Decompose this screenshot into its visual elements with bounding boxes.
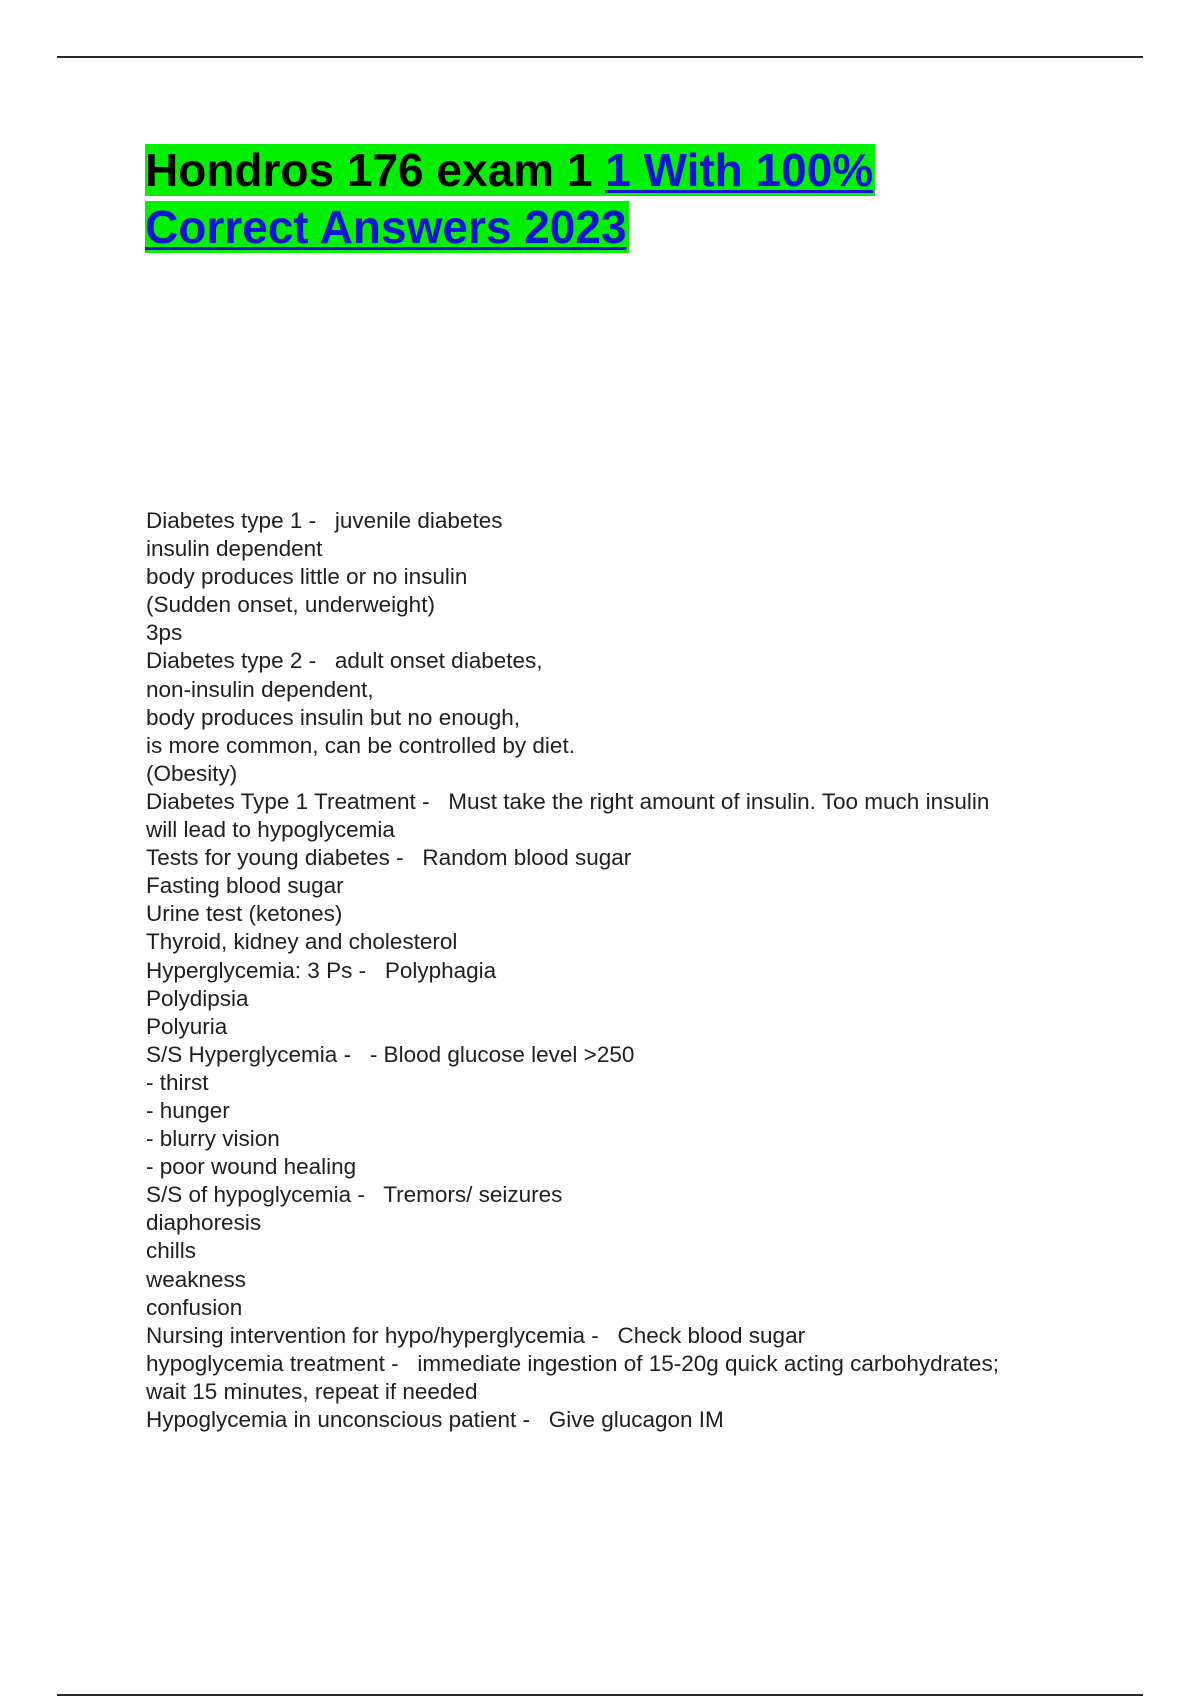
text-line: body produces insulin but no enough, — [146, 704, 521, 730]
text-line: wait 15 minutes, repeat if needed — [146, 1378, 478, 1404]
text-line: Hypoglycemia in unconscious patient - Give glucagon IM — [146, 1407, 724, 1432]
text-line: - poor wound healing — [146, 1154, 357, 1180]
text-line: Tests for young diabetes - Random blood sugar — [146, 845, 632, 871]
bottom-divider — [57, 1694, 1143, 1696]
text-line: Fasting blood sugar — [146, 873, 344, 899]
text-line: Hyperglycemia: 3 Ps - Polyphagia — [146, 957, 497, 983]
text-line: diaphoresis — [146, 1210, 262, 1236]
text-line: Nursing intervention for hypo/hyperglycemia - Check blood sugar — [146, 1322, 806, 1348]
text-line: Urine test (ketones) — [146, 901, 343, 927]
text-line: Thyroid, kidney and cholesterol — [146, 929, 458, 955]
text-line: (Sudden onset, underweight) — [146, 592, 435, 618]
text-line: 3ps — [146, 620, 183, 646]
text-line: Polyuria — [146, 1013, 228, 1039]
text-line: will lead to hypoglycemia — [146, 817, 395, 843]
text-line: is more common, can be controlled by diet. — [146, 732, 575, 758]
text-line: non-insulin dependent, — [146, 676, 374, 702]
text-line: Diabetes type 1 - juvenile diabetes — [146, 508, 503, 533]
text-line: - thirst — [146, 1069, 209, 1095]
text-line: insulin dependent — [146, 536, 323, 562]
text-line: Diabetes Type 1 Treatment - Must take the right amount of insulin. Too much insulin — [146, 788, 990, 814]
text-line: hypoglycemia treatment - immediate ingestion of 15-20g quick acting carbohydrates; — [146, 1350, 999, 1376]
document-title — [145, 142, 1045, 256]
text-line: - blurry vision — [146, 1126, 280, 1152]
title-text: Hondros 176 exam 1 — [145, 144, 606, 196]
text-line: confusion — [146, 1294, 243, 1320]
text-line: Polydipsia — [146, 985, 249, 1011]
text-line: Diabetes type 2 - adult onset diabetes, — [146, 648, 543, 674]
document-body — [146, 507, 1086, 1434]
text-line: - hunger — [146, 1097, 230, 1123]
text-line: chills — [146, 1238, 197, 1264]
text-line: S/S Hyperglycemia - - Blood glucose level >250 — [146, 1041, 635, 1067]
text-line: S/S of hypoglycemia - Tremors/ seizures — [146, 1182, 563, 1208]
text-line: (Obesity) — [146, 760, 238, 786]
text-line: body produces little or no insulin — [146, 564, 468, 590]
title-link[interactable]: 1 With 100% Correct Answers 2023 — [145, 144, 874, 253]
top-divider — [57, 56, 1143, 58]
text-line: weakness — [146, 1266, 247, 1292]
